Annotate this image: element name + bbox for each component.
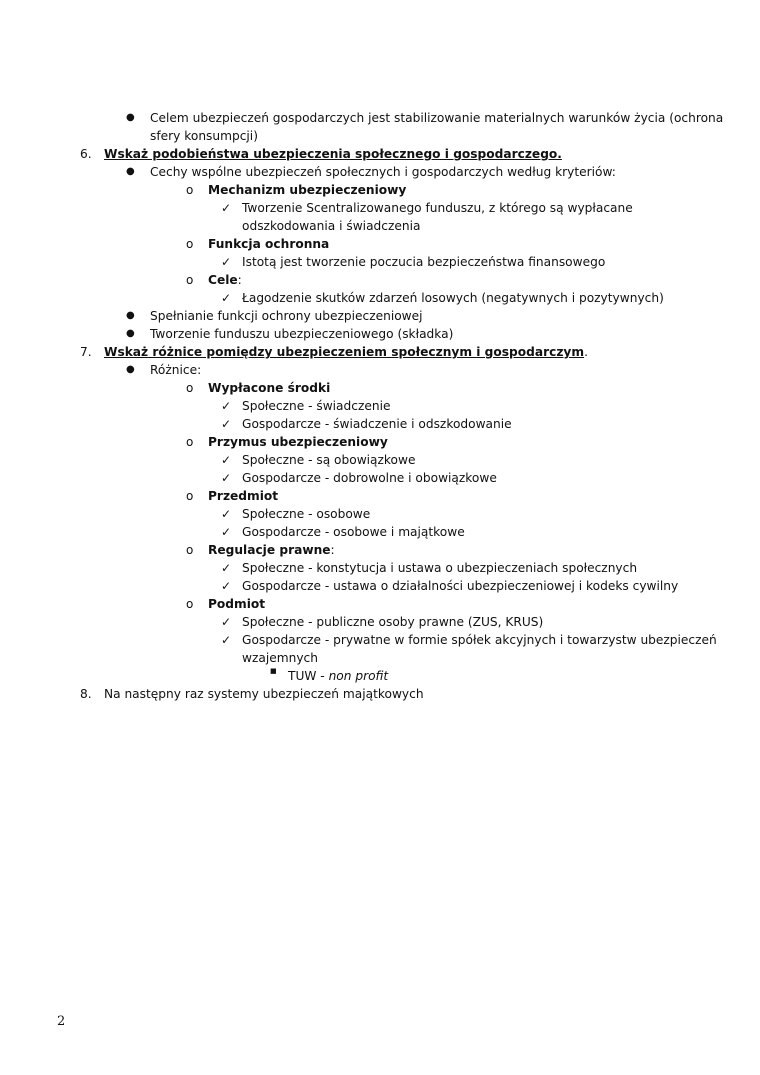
checkmark-icon: ✓ bbox=[221, 507, 232, 521]
criterion-title: Wypłacone środki bbox=[208, 381, 331, 395]
text-line: Tworzenie funduszu ubezpieczeniowego (składka) bbox=[150, 327, 454, 341]
checkmark-icon: ✓ bbox=[221, 201, 232, 215]
text-line: Spełnianie funkcji ochrony ubezpieczeniowej bbox=[150, 309, 423, 323]
tuw-label: TUW - bbox=[288, 669, 329, 683]
criterion-title: Regulacje prawne bbox=[208, 543, 331, 557]
criterion-title-line bbox=[208, 271, 242, 289]
checkmark-icon: ✓ bbox=[221, 561, 232, 575]
text-line: Gospodarcze - ustawa o działalności ubezpieczeniowej i kodeks cywilny bbox=[242, 579, 679, 593]
text-line: odszkodowania i świadczenia bbox=[242, 219, 421, 233]
checkmark-icon: ✓ bbox=[221, 399, 232, 413]
criterion-title: Cele bbox=[208, 273, 238, 287]
bullet-icon: ● bbox=[126, 364, 135, 375]
question-number: 8. bbox=[80, 687, 92, 701]
text-line: Społeczne - są obowiązkowe bbox=[242, 453, 416, 467]
circle-bullet-icon: o bbox=[186, 489, 194, 503]
circle-bullet-icon: o bbox=[186, 435, 194, 449]
circle-bullet-icon: o bbox=[186, 597, 194, 611]
text-line: sfery konsumpcji) bbox=[150, 129, 258, 143]
text-line: Na następny raz systemy ubezpieczeń majątkowych bbox=[104, 687, 424, 701]
text-line: Różnice: bbox=[150, 363, 202, 377]
bullet-icon: ● bbox=[126, 310, 135, 321]
text-line: Gospodarcze - dobrowolne i obowiązkowe bbox=[242, 471, 497, 485]
period: . bbox=[584, 345, 588, 359]
question-heading-line bbox=[104, 343, 588, 361]
text-line: Celem ubezpieczeń gospodarczych jest stabilizowanie materialnych warunków życia (ochrona bbox=[150, 111, 724, 125]
circle-bullet-icon: o bbox=[186, 543, 194, 557]
tuw-italic: non profit bbox=[328, 669, 389, 683]
criterion-title: Przedmiot bbox=[208, 489, 279, 503]
circle-bullet-icon: o bbox=[186, 183, 194, 197]
checkmark-icon: ✓ bbox=[221, 255, 232, 269]
checkmark-icon: ✓ bbox=[221, 615, 232, 629]
question-heading: Wskaż podobieństwa ubezpieczenia społecznego i gospodarczego. bbox=[104, 147, 562, 161]
bullet-icon: ● bbox=[126, 328, 135, 339]
text-line: Gospodarcze - świadczenie i odszkodowanie bbox=[242, 417, 512, 431]
checkmark-icon: ✓ bbox=[221, 291, 232, 305]
checkmark-icon: ✓ bbox=[221, 471, 232, 485]
circle-bullet-icon: o bbox=[186, 381, 194, 395]
question-heading: Wskaż różnice pomiędzy ubezpieczeniem społecznym i gospodarczym bbox=[104, 345, 585, 359]
text-line bbox=[288, 667, 388, 685]
colon: : bbox=[237, 273, 242, 287]
circle-bullet-icon: o bbox=[186, 273, 194, 287]
checkmark-icon: ✓ bbox=[221, 579, 232, 593]
bullet-icon: ● bbox=[126, 166, 135, 177]
criterion-title: Przymus ubezpieczeniowy bbox=[208, 435, 388, 449]
circle-bullet-icon: o bbox=[186, 237, 194, 251]
question-number: 7. bbox=[80, 345, 92, 359]
criterion-title-line bbox=[208, 541, 335, 559]
text-line: Gospodarcze - prywatne w formie spółek akcyjnych i towarzystw ubezpieczeń bbox=[242, 633, 717, 647]
page-number: 2 bbox=[57, 1014, 66, 1029]
criterion-title: Funkcja ochronna bbox=[208, 237, 330, 251]
question-number: 6. bbox=[80, 147, 92, 161]
checkmark-icon: ✓ bbox=[221, 633, 232, 647]
text-line: Społeczne - konstytucja i ustawa o ubezpieczeniach społecznych bbox=[242, 561, 638, 575]
square-bullet-icon: ■ bbox=[270, 667, 277, 675]
colon: : bbox=[330, 543, 335, 557]
text-line: Społeczne - świadczenie bbox=[242, 399, 391, 413]
checkmark-icon: ✓ bbox=[221, 525, 232, 539]
checkmark-icon: ✓ bbox=[221, 453, 232, 467]
text-line: Społeczne - publiczne osoby prawne (ZUS, KRUS) bbox=[242, 615, 544, 629]
text-line: Łagodzenie skutków zdarzeń losowych (negatywnych i pozytywnych) bbox=[242, 291, 664, 305]
criterion-title: Mechanizm ubezpieczeniowy bbox=[208, 183, 407, 197]
text-line: wzajemnych bbox=[242, 651, 318, 665]
text-line: Gospodarcze - osobowe i majątkowe bbox=[242, 525, 465, 539]
bullet-icon: ● bbox=[126, 112, 135, 123]
criterion-title: Podmiot bbox=[208, 597, 266, 611]
text-line: Społeczne - osobowe bbox=[242, 507, 371, 521]
text-line: Istotą jest tworzenie poczucia bezpieczeństwa finansowego bbox=[242, 255, 606, 269]
text-line: Cechy wspólne ubezpieczeń społecznych i gospodarczych według kryteriów: bbox=[150, 165, 616, 179]
text-line: Tworzenie Scentralizowanego funduszu, z którego są wypłacane bbox=[242, 201, 633, 215]
checkmark-icon: ✓ bbox=[221, 417, 232, 431]
